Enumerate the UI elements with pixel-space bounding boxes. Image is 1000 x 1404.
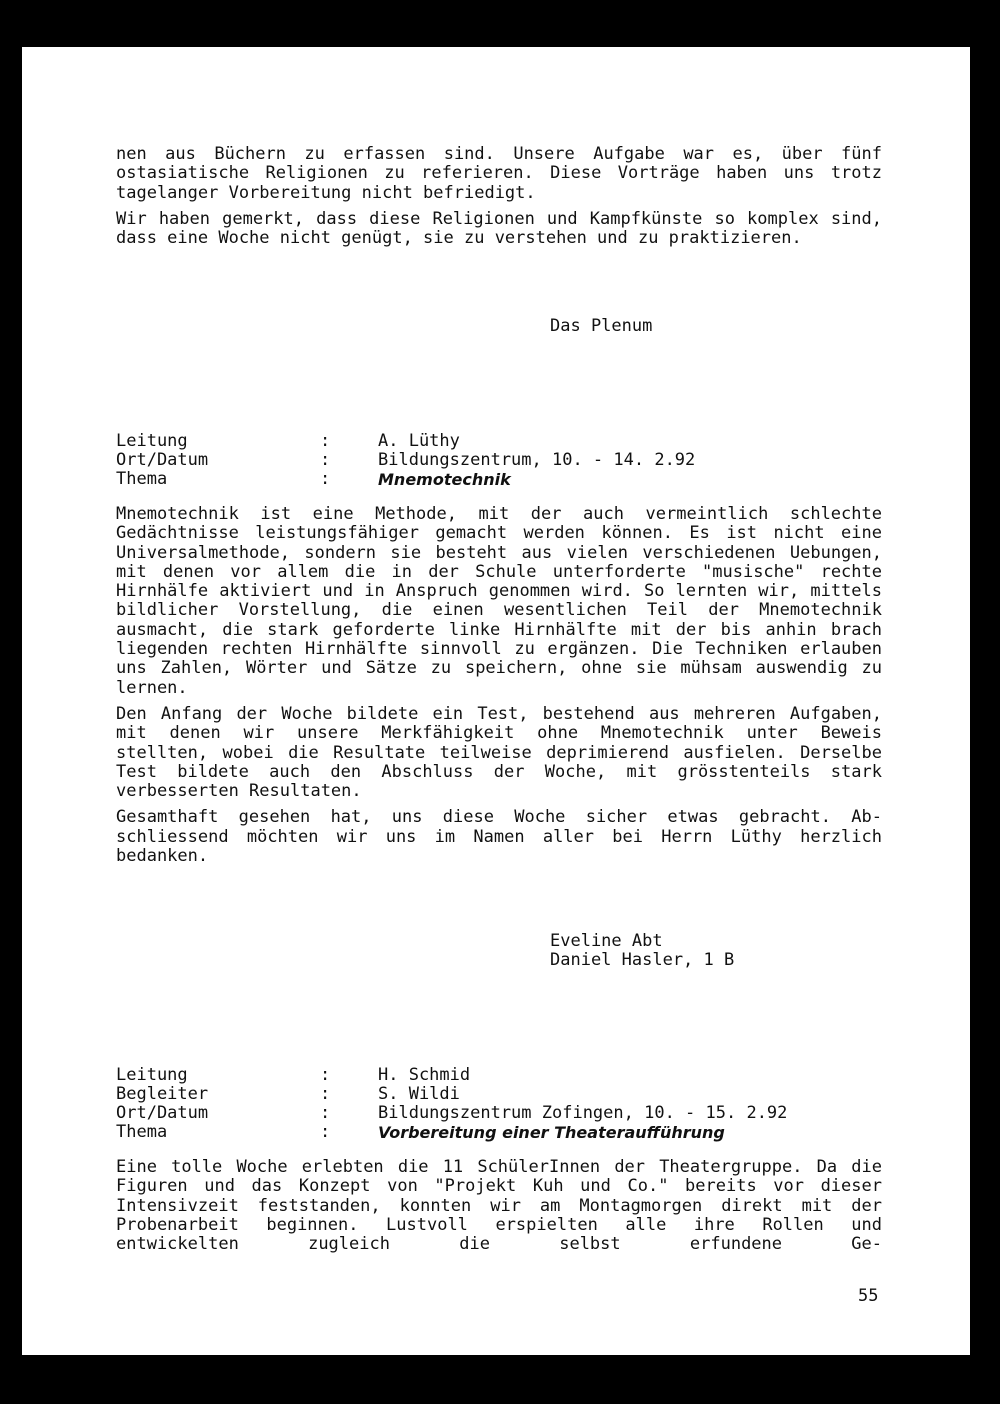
meta-row-leitung [116,432,856,451]
meta-label: Ort/Datum [116,450,209,470]
meta-separator: : [320,469,331,489]
meta-value: Bildungszentrum Zofingen, 10. - 15. 2.92 [378,1103,788,1123]
signature-line: Eveline Abt [550,931,663,951]
meta-separator: : [320,1065,331,1085]
meta-separator: : [320,1122,331,1142]
meta-separator: : [320,1103,331,1123]
meta-value-topic: Vorbereitung einer Theateraufführung [378,1123,725,1142]
signature-line: Daniel Hasler, 1 B [550,950,735,970]
body-paragraph: nen aus Büchern zu erfassen sind. Unsere Aufgabe war es, über fünf ostasiatische Religionen zu referieren. Diese Vorträge haben uns trotz tagelanger Vorbereitung nicht befriedigt. [116,144,882,203]
meta-value-topic: Mnemotechnik [378,470,511,489]
meta-label: Begleiter [116,1084,209,1104]
meta-label: Thema [116,469,168,489]
meta-label: Leitung [116,1065,188,1085]
meta-value: S. Wildi [378,1084,460,1104]
body-paragraph: Eine tolle Woche erlebten die 11 SchülerInnen der Theatergruppe. Da die Figuren und das Konzept von "Projekt Kuh und Co." bereits vor dieser Intensivzeit feststanden, konnten wir am Montagmorgen direkt mit der Probenarbeit beginnen. Lustvoll erspielten alle ihre Rollen und entwickelten zugleich die selbst erfundene Ge- [116,1157,882,1255]
document-page [22,47,970,1355]
meta-separator: : [320,450,331,470]
meta-separator: : [320,431,331,451]
meta-row-leitung [116,1066,856,1085]
meta-row-ort-datum [116,1104,856,1123]
meta-row-thema [116,470,856,489]
body-paragraph: Den Anfang der Woche bildete ein Test, bestehend aus mehreren Aufgaben, mit denen wir unsere Merkfähigkeit ohne Mnemotechnik unter Beweis stellten, wobei die Resultate teilweise deprimierend ausfielen. Derselbe Test bildete auch den Abschluss der Woche, mit grösstenteils stark verbesserten Resultaten. [116,703,882,802]
body-paragraph: Gesamthaft gesehen hat, uns diese Woche sicher etwas gebracht. Abschliessend möchten wir uns im Namen aller bei Herrn Lüthy herzlich bedanken. [116,807,882,867]
page-number: 55 [858,1286,879,1306]
intro-text-block [116,145,882,248]
meta-separator: : [320,1084,331,1104]
meta-value: A. Lüthy [378,431,460,451]
meta-row-begleiter [116,1085,856,1104]
meta-label: Leitung [116,431,188,451]
meta-value: Bildungszentrum, 10. - 14. 2.92 [378,450,696,470]
body-paragraph: Wir haben gemerkt, dass diese Religionen und Kampfkünste so komplex sind, dass eine Woche nicht genügt, sie zu verstehen und zu praktizieren. [116,208,882,249]
theater-text-block [116,1158,882,1254]
meta-label: Thema [116,1122,168,1142]
meta-value: H. Schmid [378,1065,471,1085]
body-paragraph: Mnemotechnik ist eine Methode, mit der auch vermeintlich schlechte Gedächtnisse leistungsfähiger gemacht werden können. Es ist nicht eine Universalmethode, sondern sie besteht aus vielen verschiedenen Uebungen, mit denen vor allem die in der Schule unterforderte "musische" rechte Hirnhälfe aktiviert und in Anspruch genommen wird. So lernten wir, mittels bildlicher Vorstellung, die einen wesentlichen Teil der Mnemotechnik ausmacht, die stark geforderte linke Hirnhälfte mit der bis anhin brach liegenden rechten Hirnhälfte sinnvoll zu ergänzen. Die Techniken erlauben uns Zahlen, Wörter und Sätze zu speichern, ohne sie mühsam auswendig zu lernen. [116,504,882,698]
mnemotechnik-text-block [116,505,882,866]
signature-plenum: Das Plenum [550,316,653,336]
meta-row-thema [116,1123,856,1142]
meta-row-ort-datum [116,451,856,470]
meta-label: Ort/Datum [116,1103,209,1123]
